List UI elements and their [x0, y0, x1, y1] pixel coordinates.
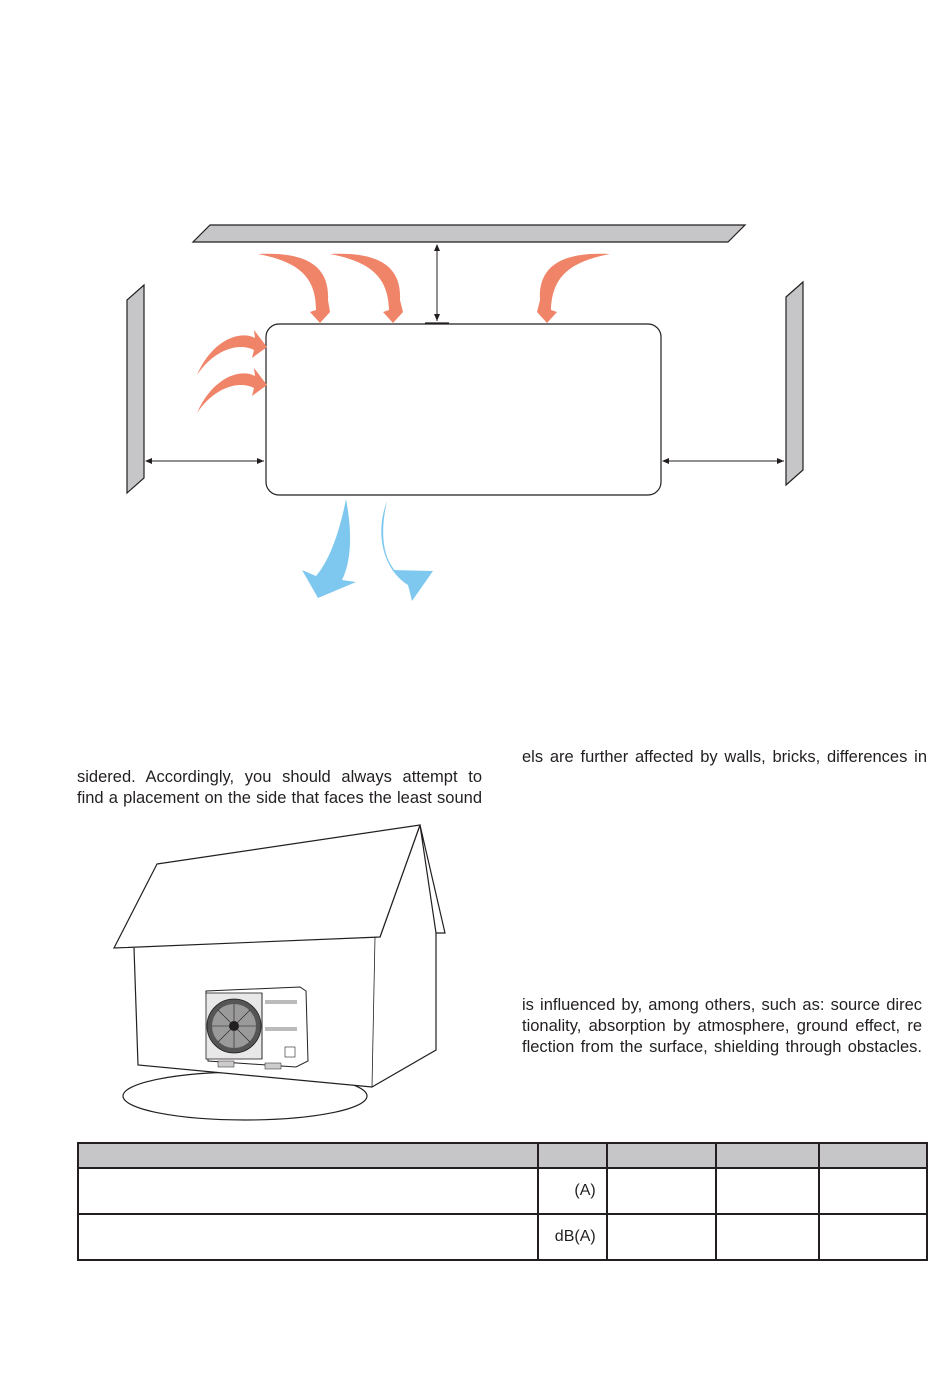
intake-arrow: [197, 330, 267, 375]
row-value: [716, 1214, 819, 1260]
heat-pump-outdoor-unit: [206, 987, 308, 1069]
table-row: [78, 1214, 927, 1260]
body-text-left-line-1: sidered. Accordingly, you should always attempt to: [77, 768, 482, 786]
row-value: [607, 1214, 717, 1260]
body-text-right-top-line-1: els are further affected by walls, bricks, differences in: [522, 748, 927, 766]
row-label: [78, 1214, 538, 1260]
row-value: [716, 1168, 819, 1214]
exhaust-arrow: [302, 499, 356, 598]
table-header-row: [78, 1143, 927, 1168]
body-text-left-line-2: find a placement on the side that faces the least sound: [77, 789, 482, 807]
row-value: [819, 1214, 927, 1260]
body-text-right-line-1: is influenced by, among others, such as: source direc: [522, 996, 922, 1014]
row-value: [819, 1168, 927, 1214]
table-header-cell: [538, 1143, 607, 1168]
outdoor-unit-outline: [266, 324, 661, 495]
table-header-cell: [819, 1143, 927, 1168]
intake-arrow: [330, 254, 403, 323]
air-exhaust-arrows: [302, 499, 433, 601]
exhaust-arrow: [381, 501, 433, 601]
right-wall: [786, 282, 803, 485]
sound-data-table: [77, 1142, 928, 1261]
row-unit: dB(A): [538, 1214, 607, 1260]
intake-arrow: [258, 254, 330, 323]
table-header-cell: [716, 1143, 819, 1168]
back-wall: [193, 225, 745, 242]
body-text-right-line-3: flection from the surface, shielding through obstacles.: [522, 1038, 922, 1056]
row-label: [78, 1168, 538, 1214]
table-header-cell: [607, 1143, 717, 1168]
intake-arrow: [537, 254, 610, 323]
intake-arrow: [197, 368, 267, 413]
table-header-cell: [78, 1143, 538, 1168]
left-wall: [127, 285, 144, 493]
body-text-right-line-2: tionality, absorption by atmosphere, ground effect, re: [522, 1017, 922, 1035]
house-illustration: [100, 815, 460, 1130]
row-unit: (A): [538, 1168, 607, 1214]
row-value: [607, 1168, 717, 1214]
table-row: [78, 1168, 927, 1214]
